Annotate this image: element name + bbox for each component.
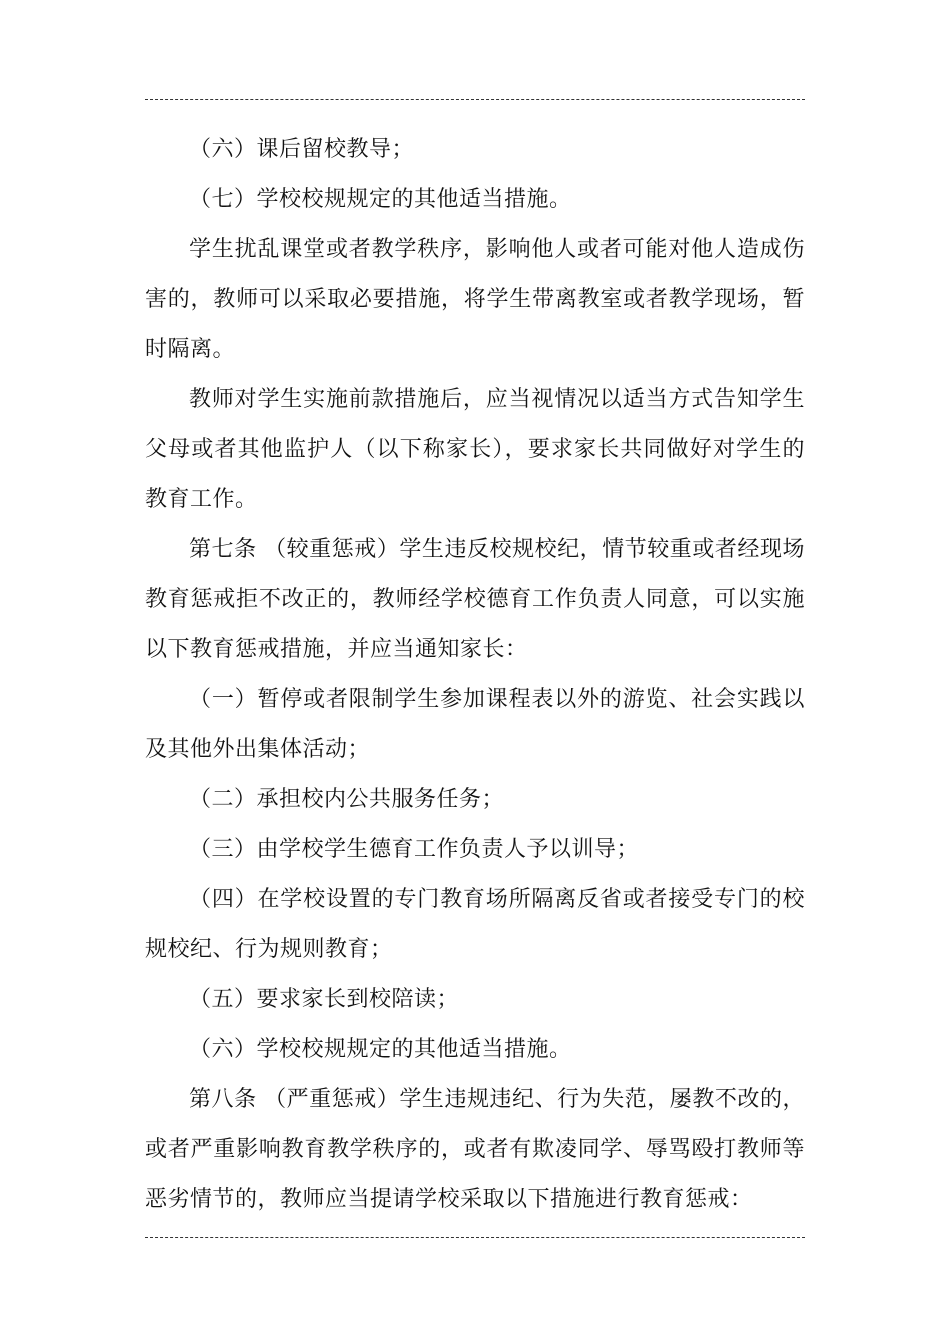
paragraph: （五）要求家长到校陪读； bbox=[189, 987, 460, 1012]
header-divider bbox=[145, 99, 805, 100]
footer-divider bbox=[145, 1237, 805, 1238]
paragraph: （四）在学校设置的专门教育场所隔离反省或者接受专门的校规校纪、行为规则教育； bbox=[145, 887, 805, 962]
paragraph: （七）学校校规规定的其他适当措施。 bbox=[189, 187, 572, 212]
document-body bbox=[145, 125, 805, 1225]
paragraph: （六）课后留校教导； bbox=[189, 137, 415, 162]
paragraph: 教师对学生实施前款措施后，应当视情况以适当方式告知学生父母或者其他监护人（以下称家长），要求家长共同做好对学生的教育工作。 bbox=[145, 387, 805, 512]
paragraph: （三）由学校学生德育工作负责人予以训导； bbox=[189, 837, 640, 862]
paragraph: 学生扰乱课堂或者教学秩序，影响他人或者可能对他人造成伤害的，教师可以采取必要措施，将学生带离教室或者教学现场，暂时隔离。 bbox=[145, 237, 805, 362]
paragraph: （一）暂停或者限制学生参加课程表以外的游览、社会实践以及其他外出集体活动； bbox=[145, 687, 805, 762]
article-8-paragraph: 第八条 （严重惩戒）学生违规违纪、行为失范，屡教不改的，或者严重影响教育教学秩序的，或者有欺凌同学、辱骂殴打教师等恶劣情节的，教师应当提请学校采取以下措施进行教育惩戒： bbox=[145, 1087, 805, 1212]
paragraph: （二）承担校内公共服务任务； bbox=[189, 787, 505, 812]
paragraph: （六）学校校规规定的其他适当措施。 bbox=[189, 1037, 572, 1062]
article-7-paragraph: 第七条 （较重惩戒）学生违反校规校纪，情节较重或者经现场教育惩戒拒不改正的，教师经学校德育工作负责人同意，可以实施以下教育惩戒措施，并应当通知家长： bbox=[145, 537, 805, 662]
